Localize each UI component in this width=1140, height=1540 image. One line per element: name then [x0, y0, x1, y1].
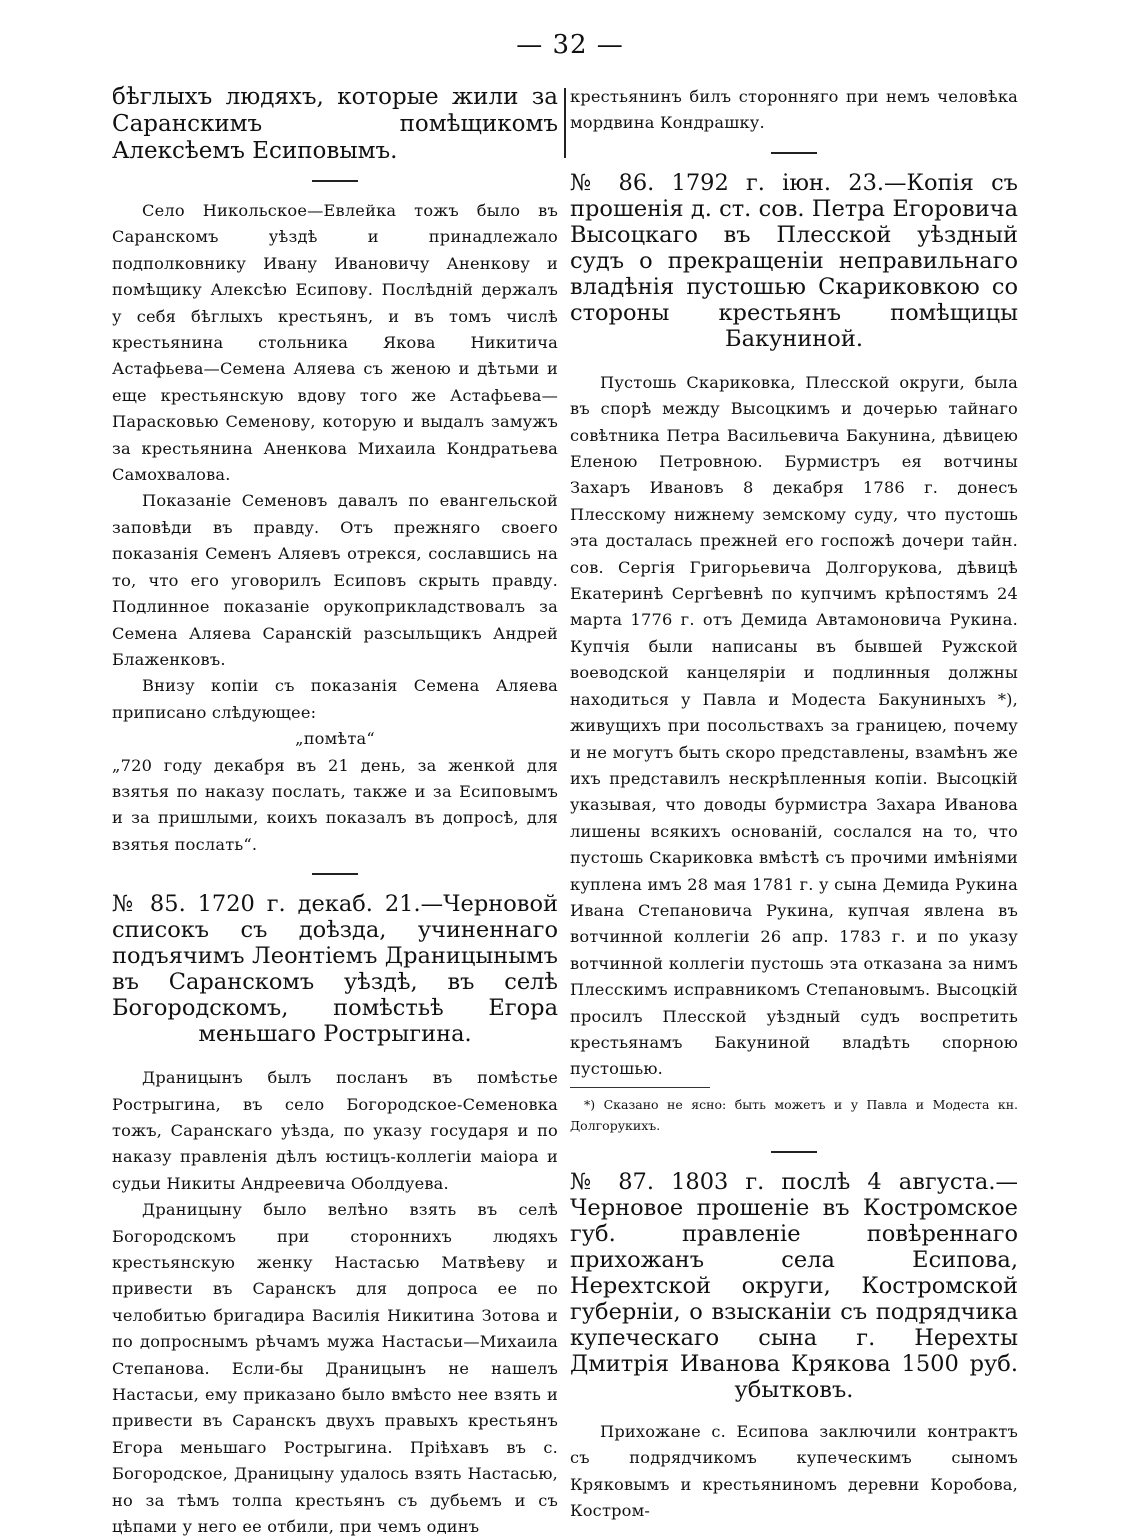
left-paragraph-4: Драницынъ былъ посланъ въ помѣстье Рострыгина, въ село Богородское-Семеновка тожъ, Саранскаго уѣзда, по указу государя и по наказу правленія дѣлъ юстицъ-коллегіи маіора и судьи Никиты Андреевича Оболдуева. [112, 1068, 558, 1193]
note-label: „помѣта“ [295, 729, 375, 749]
left-column [112, 84, 558, 1537]
right-paragraph-1: Пустошь Скариковка, Плесской округи, была въ спорѣ между Высоцкимъ и дочерью тайнаго совѣтника Петра Васильевича Бакунина, дѣвицею Еленою Петровною. Бурмистръ ея вотчины Захаръ Ивановъ 8 декабря 1786 г. донесъ Плесскому нижнему земскому суду, что пустошь эта досталась прежней его госпожѣ дочери тайн. сов. Сергія Григорьевича Долгорукова, дѣвицѣ Екатеринѣ Сергѣевнѣ по купчимъ крѣпостямъ 24 марта 1776 г. отъ Демида Автамоновича Рукина. Купчія были написаны въ бывшей Ружской воеводской канцеляріи и подлинныя должны находиться у Павла и Модеста Бакуниныхъ *), живущихъ при посольствахъ за границею, почему и не могутъ быть скоро представлены, взамѣнъ же ихъ представилъ нескрѣпленныя копіи. Высоцкій указывая, что доводы бурмистра Захара Иванова лишены всякихъ основаній, сослался на то, что пустошь Скариковка вмѣстѣ съ прочими имѣніями куплена имъ 28 мая 1781 г. у сына Демида Рукина Ивана Степановича Рукина, купчая явлена въ вотчинной коллегіи 26 апр. 1783 г. и по указу вотчинной коллегіи пустошь эта отказана за нимъ Плесскимъ исправникомъ Степановымъ. Высоцкій просилъ Плесской уѣздный судъ воспретить крестьянамъ Бакуниной владѣть спорною пустошью. [570, 372, 1018, 1079]
right-lead-text: крестьянинъ билъ сторонняго при немъ человѣка мордвина Кондрашку. [570, 87, 1018, 133]
document-heading-85: № 85. 1720 г. декаб. 21.—Черновой списокъ съ доѣзда, учиненнаго подъячимъ Леонтіемъ Драницынымъ въ Саранскомъ уѣздѣ, въ селѣ Богородскомъ, помѣстьѣ Егора меньшаго Рострыгина. [112, 891, 558, 1048]
left-paragraph-1: Село Никольское—Евлейка тожъ было въ Саранскомъ уѣздѣ и принадлежало подполковнику Ивану Ивановичу Аненкову и помѣщику Алексѣю Есипову. Послѣдній держалъ у себя бѣглыхъ крестьянъ, и въ томъ числѣ крестьянина стольника Якова Никитича Астафьева—Семена Аляева съ женою и дѣтьми и еще крестьянскую вдову того же Астафьева—Парасковью Семенову, которую и выдалъ замужъ за крестьянина Аненкова Михаила Кондратьева Самохвалова. [112, 201, 558, 485]
section-separator [771, 1151, 817, 1153]
left-paragraph-2: Показаніе Семеновъ давалъ по евангельской заповѣди въ правду. Отъ прежняго своего показанія Семенъ Аляевъ отрекся, сославшись на то, что его уговорилъ Есиповъ скрыть правду. Подлинное показаніе орукоприкладствовалъ за Семена Аляева Саранскій разсыльщикъ Андрей Блаженковъ. [112, 491, 558, 669]
section-separator [312, 180, 358, 182]
column-divider [564, 88, 566, 158]
footnote: *) Сказано не ясно: быть можетъ и у Павла и Модеста кн. Долгорукихъ. [570, 1096, 1018, 1133]
right-column [570, 84, 1018, 1520]
right-paragraph-2: Прихожане с. Есипова заключили контрактъ съ подрядчикомъ купеческимъ сыномъ Кряковымъ и крестьяниномъ деревни Коробова, Костром- [570, 1421, 1018, 1520]
section-separator [771, 152, 817, 154]
section-separator [312, 873, 358, 875]
document-heading-86: № 86. 1792 г. іюн. 23.—Копія съ прошенія д. ст. сов. Петра Егоровича Высоцкаго въ Плесской уѣздный судъ о прекращеніи неправильнаго владѣнія пустошью Скариковкою со стороны крестьянъ помѣщицы Бакуниной. [570, 169, 1018, 352]
left-paragraph-5: Драницыну было велѣно взять въ селѣ Богородскомъ при стороннихъ людяхъ крестьянскую женку Настасью Матвѣеву и привести въ Саранскъ для допроса ее по челобитью бригадира Василія Никитина Зотова и по допроснымъ рѣчамъ мужа Настасьи—Михаила Степанова. Если-бы Драницынъ не нашелъ Настасьи, ему приказано было вмѣсто нее взять и привести въ Саранскъ двухъ правыхъ крестьянъ Егора меньшаго Рострыгина. Пріѣхавъ въ с. Богородское, Драницыну удалось взять Настасью, но за тѣмъ толпа крестьянъ съ дубьемъ и съ цѣпами у него ее отбили, при чемъ одинъ [112, 1200, 558, 1537]
note-quote: „720 году декабря въ 21 день, за женкой для взятья по наказу послать, также и за Есиповымъ и за пришлыми, коихъ показалъ въ допросѣ, для взятья послать“. [112, 755, 558, 854]
left-lead-text: бѣглыхъ людяхъ, которые жили за Саранскимъ помѣщикомъ Алексѣемъ Есиповымъ. [112, 84, 558, 164]
left-paragraph-3: Внизу копіи съ показанія Семена Аляева приписано слѣдующее: [112, 676, 558, 722]
page-number: — 32 — [516, 30, 624, 60]
footnote-rule [570, 1087, 710, 1088]
document-heading-87: № 87. 1803 г. послѣ 4 августа.—Черновое прошеніе въ Костромское губ. правленіе повѣреннаго прихожанъ села Есипова, Нерехтской округи, Костромской губерніи, о взысканіи съ подрядчика купеческаго сына г. Нерехты Дмитрія Иванова Крякова 1500 руб. убытковъ. [570, 1168, 1018, 1403]
